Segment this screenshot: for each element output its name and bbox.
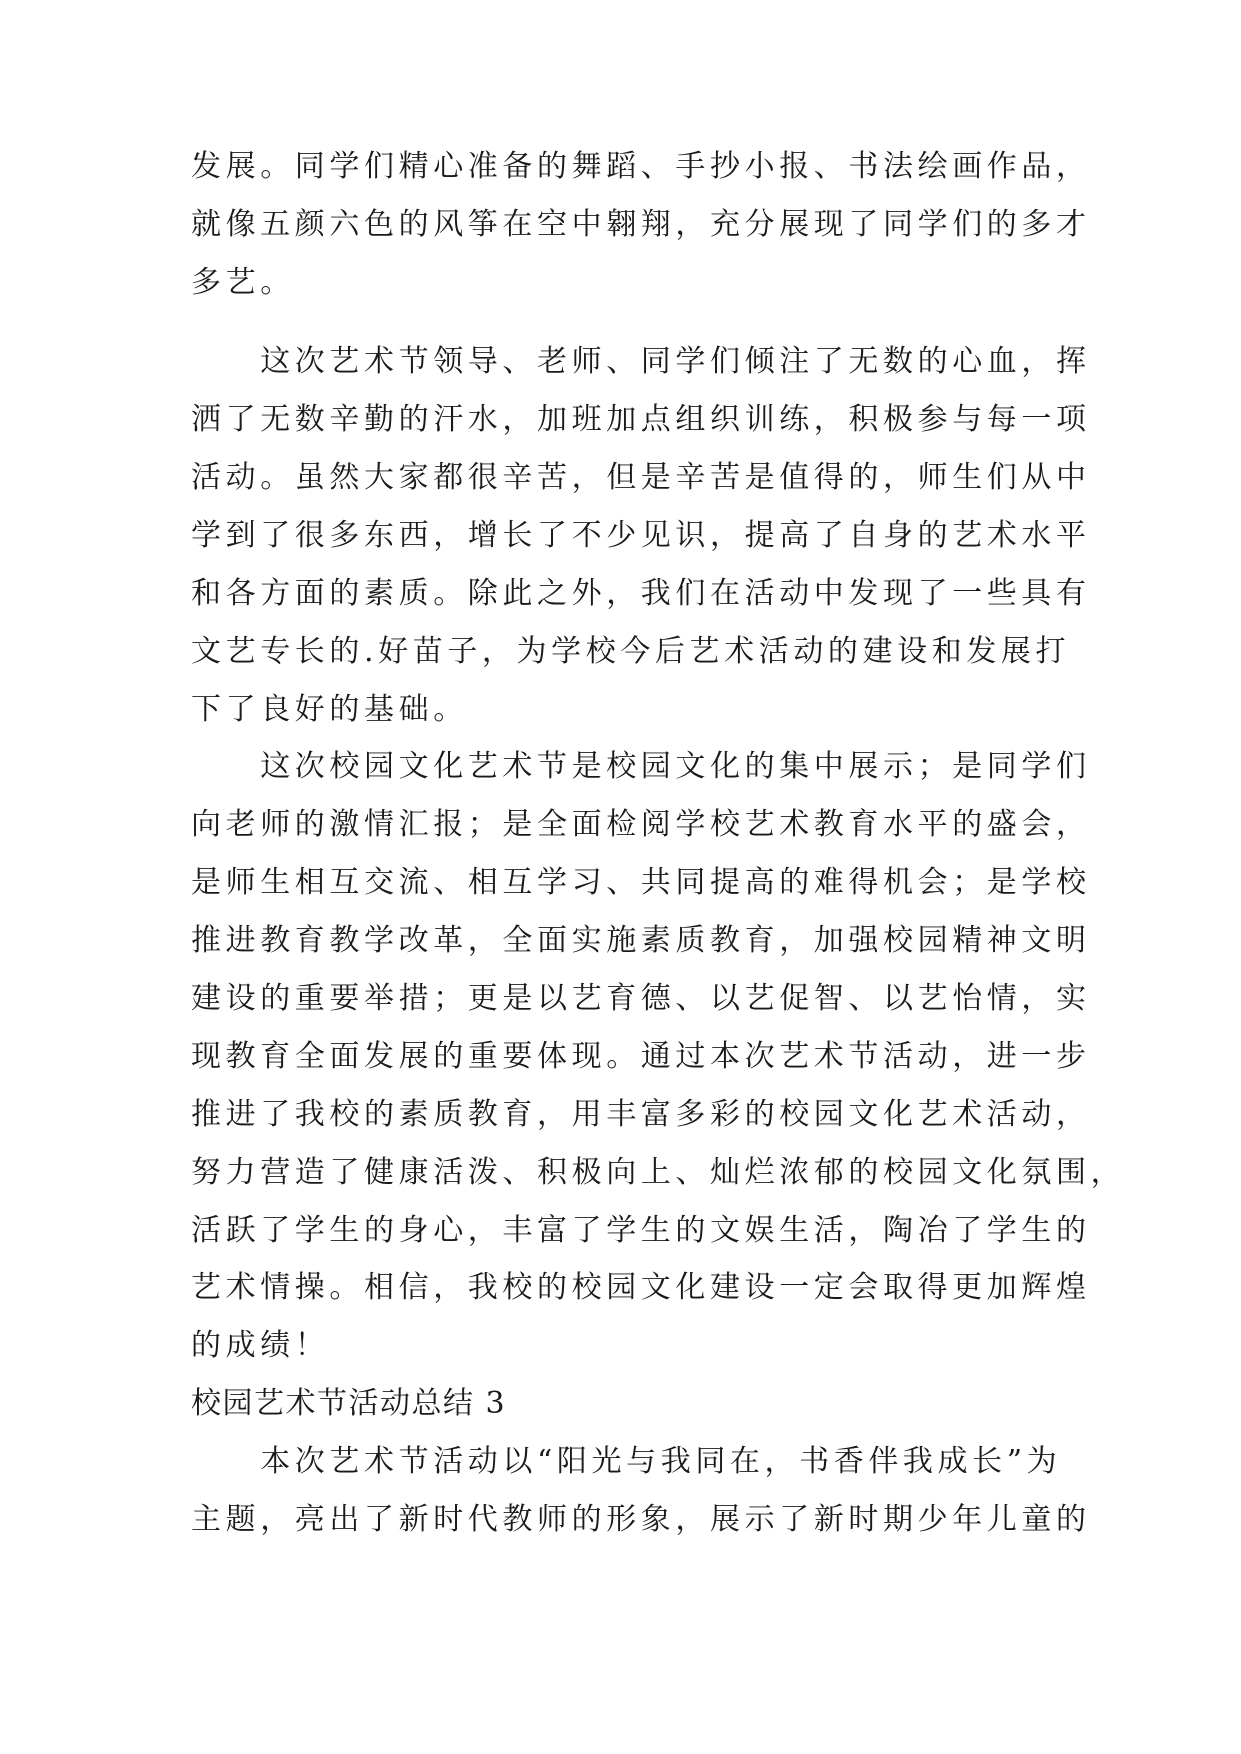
text-line: 和各方面的素质。除此之外，我们在活动中发现了一些具有 bbox=[191, 576, 1091, 611]
text-line: 现教育全面发展的重要体现。通过本次艺术节活动，进一步 bbox=[191, 1039, 1091, 1074]
text-line: 推进了我校的素质教育，用丰富多彩的校园文化艺术活动， bbox=[191, 1097, 1091, 1132]
text-line: 向老师的激情汇报；是全面检阅学校艺术教育水平的盛会， bbox=[191, 807, 1091, 842]
text-line: 本次艺术节活动以“阳光与我同在，书香伴我成长”为 bbox=[191, 1444, 1062, 1479]
text-line: 艺术情操。相信，我校的校园文化建设一定会取得更加辉煌 bbox=[191, 1270, 1091, 1305]
text-line: 下了良好的基础。 bbox=[191, 692, 468, 727]
text-line: 多艺。 bbox=[191, 265, 295, 300]
text-line: 努力营造了健康活泼、积极向上、灿烂浓郁的校园文化氛围， bbox=[191, 1155, 1126, 1190]
text-line: 活跃了学生的身心，丰富了学生的文娱生活，陶冶了学生的 bbox=[191, 1213, 1091, 1248]
text-line: 发展。同学们精心准备的舞蹈、手抄小报、书法绘画作品， bbox=[191, 149, 1091, 184]
section-heading: 校园艺术节活动总结 3 bbox=[191, 1386, 507, 1421]
text-line: 就像五颜六色的风筝在空中翱翔，充分展现了同学们的多才 bbox=[191, 207, 1091, 242]
text-line: 文艺专长的.好苗子，为学校今后艺术活动的建设和发展打 bbox=[191, 634, 1071, 669]
text-line: 主题，亮出了新时代教师的形象，展示了新时期少年儿童的 bbox=[191, 1502, 1091, 1537]
text-line: 的成绩！ bbox=[191, 1328, 330, 1363]
text-line: 建设的重要举措；更是以艺育德、以艺促智、以艺怡情，实 bbox=[191, 981, 1091, 1016]
text-line: 学到了很多东西，增长了不少见识，提高了自身的艺术水平 bbox=[191, 518, 1091, 553]
text-line: 这次艺术节领导、老师、同学们倾注了无数的心血，挥 bbox=[191, 344, 1091, 379]
text-line: 这次校园文化艺术节是校园文化的集中展示；是同学们 bbox=[191, 749, 1091, 784]
text-line: 推进教育教学改革，全面实施素质教育，加强校园精神文明 bbox=[191, 923, 1091, 958]
text-line: 洒了无数辛勤的汗水，加班加点组织训练，积极参与每一项 bbox=[191, 402, 1091, 437]
text-line: 是师生相互交流、相互学习、共同提高的难得机会；是学校 bbox=[191, 865, 1091, 900]
text-line: 活动。虽然大家都很辛苦，但是辛苦是值得的，师生们从中 bbox=[191, 460, 1091, 495]
